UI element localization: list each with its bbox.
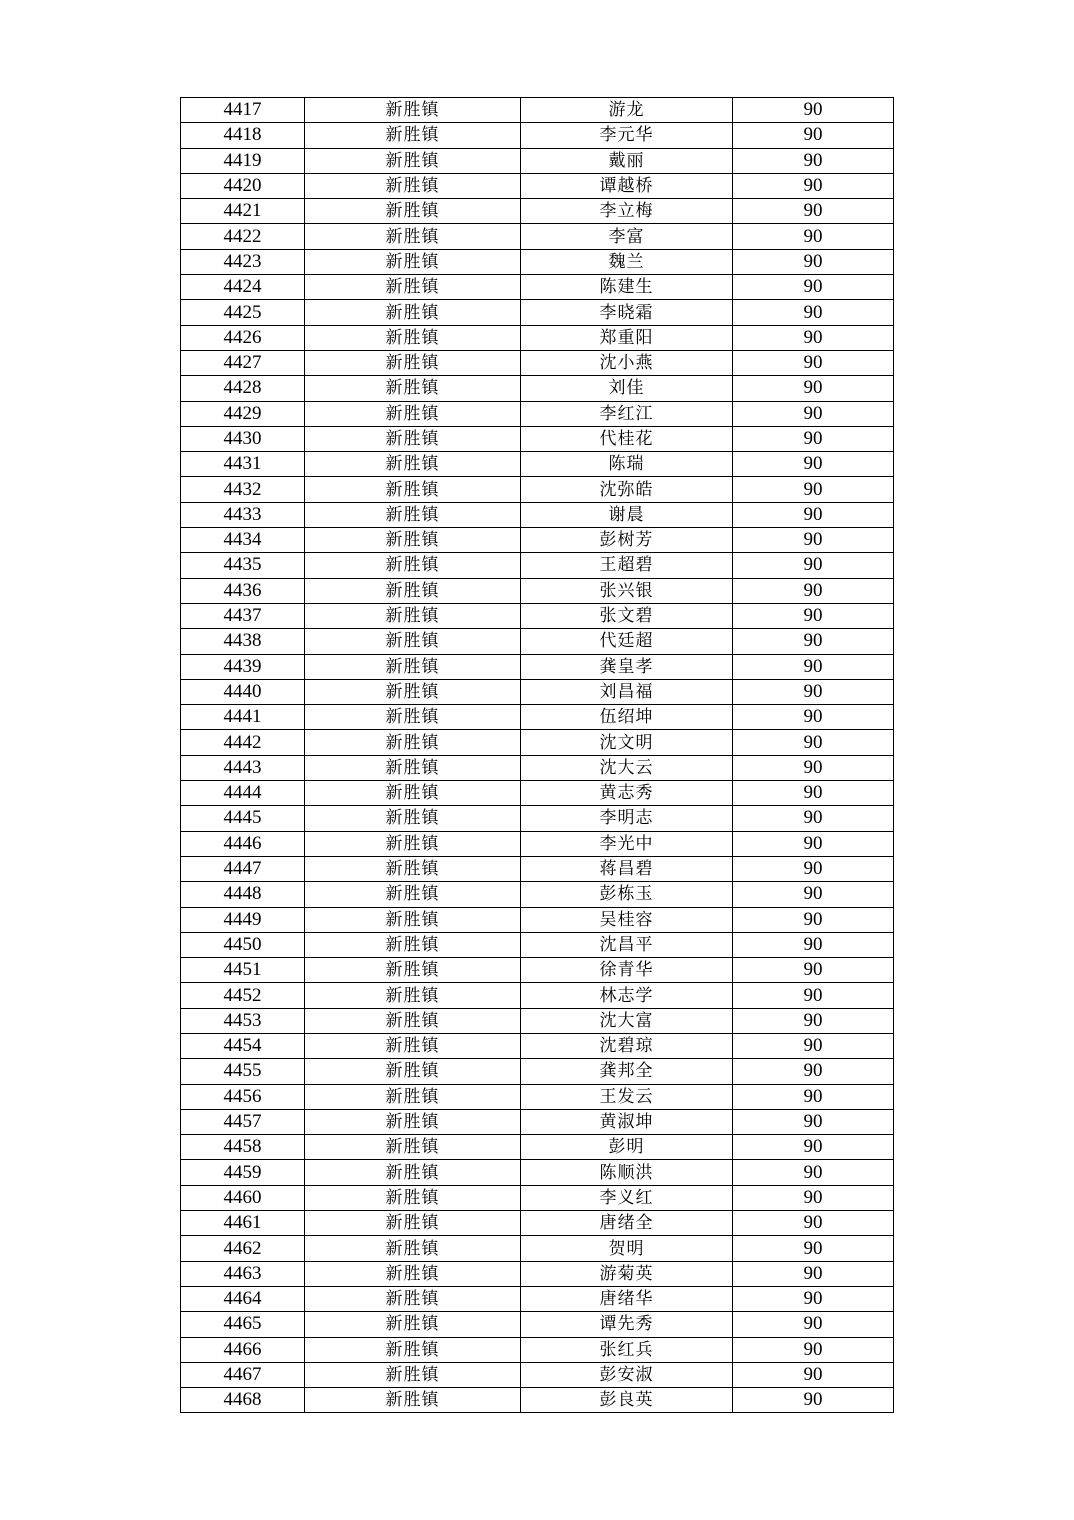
table-row (181, 249, 894, 274)
cell-name: 李富 (521, 224, 733, 249)
cell-score: 90 (733, 1388, 894, 1413)
cell-id: 4427 (181, 350, 305, 375)
cell-id: 4421 (181, 199, 305, 224)
table-row (181, 1185, 894, 1210)
cell-town: 新胜镇 (305, 932, 521, 957)
cell-name: 林志学 (521, 983, 733, 1008)
cell-score: 90 (733, 1008, 894, 1033)
table-row (181, 426, 894, 451)
cell-id: 4442 (181, 730, 305, 755)
cell-name: 郑重阳 (521, 325, 733, 350)
cell-score: 90 (733, 224, 894, 249)
cell-town: 新胜镇 (305, 325, 521, 350)
cell-town: 新胜镇 (305, 1388, 521, 1413)
cell-town: 新胜镇 (305, 578, 521, 603)
cell-town: 新胜镇 (305, 806, 521, 831)
cell-score: 90 (733, 907, 894, 932)
cell-score: 90 (733, 654, 894, 679)
cell-name: 游龙 (521, 98, 733, 123)
cell-name: 龚皇孝 (521, 654, 733, 679)
table-row (181, 705, 894, 730)
table-row (181, 477, 894, 502)
cell-name: 张红兵 (521, 1337, 733, 1362)
cell-name: 刘昌福 (521, 679, 733, 704)
cell-score: 90 (733, 1211, 894, 1236)
cell-id: 4457 (181, 1109, 305, 1134)
cell-score: 90 (733, 1160, 894, 1185)
cell-name: 谭越桥 (521, 173, 733, 198)
cell-name: 李红江 (521, 401, 733, 426)
table-body (181, 98, 894, 1413)
cell-name: 代廷超 (521, 629, 733, 654)
cell-id: 4434 (181, 528, 305, 553)
cell-id: 4446 (181, 831, 305, 856)
cell-town: 新胜镇 (305, 958, 521, 983)
cell-id: 4437 (181, 603, 305, 628)
cell-score: 90 (733, 983, 894, 1008)
cell-town: 新胜镇 (305, 350, 521, 375)
table-row (181, 654, 894, 679)
cell-id: 4429 (181, 401, 305, 426)
table-row (181, 958, 894, 983)
table-row (181, 1236, 894, 1261)
table-row (181, 1135, 894, 1160)
cell-name: 李义红 (521, 1185, 733, 1210)
cell-name: 沈大富 (521, 1008, 733, 1033)
table-row (181, 401, 894, 426)
cell-score: 90 (733, 452, 894, 477)
table-row (181, 1109, 894, 1134)
cell-town: 新胜镇 (305, 300, 521, 325)
cell-town: 新胜镇 (305, 907, 521, 932)
cell-id: 4425 (181, 300, 305, 325)
cell-id: 4461 (181, 1211, 305, 1236)
cell-score: 90 (733, 502, 894, 527)
cell-score: 90 (733, 1135, 894, 1160)
cell-town: 新胜镇 (305, 553, 521, 578)
table-row (181, 603, 894, 628)
cell-town: 新胜镇 (305, 983, 521, 1008)
table-row (181, 1084, 894, 1109)
cell-name: 游菊英 (521, 1261, 733, 1286)
cell-town: 新胜镇 (305, 1312, 521, 1337)
cell-name: 彭栋玉 (521, 882, 733, 907)
cell-id: 4453 (181, 1008, 305, 1033)
cell-town: 新胜镇 (305, 1059, 521, 1084)
cell-town: 新胜镇 (305, 1008, 521, 1033)
cell-name: 沈碧琼 (521, 1033, 733, 1058)
cell-score: 90 (733, 199, 894, 224)
cell-score: 90 (733, 578, 894, 603)
table-row (181, 679, 894, 704)
cell-id: 4423 (181, 249, 305, 274)
cell-town: 新胜镇 (305, 426, 521, 451)
cell-id: 4438 (181, 629, 305, 654)
table-row (181, 1312, 894, 1337)
cell-town: 新胜镇 (305, 401, 521, 426)
cell-town: 新胜镇 (305, 1160, 521, 1185)
cell-name: 李光中 (521, 831, 733, 856)
cell-name: 伍绍坤 (521, 705, 733, 730)
cell-name: 沈大云 (521, 755, 733, 780)
table-row (181, 1160, 894, 1185)
cell-town: 新胜镇 (305, 856, 521, 881)
cell-town: 新胜镇 (305, 1236, 521, 1261)
cell-score: 90 (733, 730, 894, 755)
cell-score: 90 (733, 679, 894, 704)
cell-score: 90 (733, 1362, 894, 1387)
table-row (181, 275, 894, 300)
cell-id: 4456 (181, 1084, 305, 1109)
cell-id: 4454 (181, 1033, 305, 1058)
cell-id: 4443 (181, 755, 305, 780)
cell-name: 徐青华 (521, 958, 733, 983)
cell-score: 90 (733, 831, 894, 856)
table-row (181, 806, 894, 831)
cell-id: 4452 (181, 983, 305, 1008)
cell-town: 新胜镇 (305, 1084, 521, 1109)
cell-score: 90 (733, 781, 894, 806)
cell-name: 李立梅 (521, 199, 733, 224)
cell-score: 90 (733, 1033, 894, 1058)
cell-id: 4450 (181, 932, 305, 957)
cell-id: 4464 (181, 1286, 305, 1311)
cell-id: 4468 (181, 1388, 305, 1413)
cell-score: 90 (733, 882, 894, 907)
cell-name: 龚邦全 (521, 1059, 733, 1084)
cell-score: 90 (733, 401, 894, 426)
table-row (181, 755, 894, 780)
cell-id: 4455 (181, 1059, 305, 1084)
cell-name: 张文碧 (521, 603, 733, 628)
cell-name: 张兴银 (521, 578, 733, 603)
cell-name: 沈昌平 (521, 932, 733, 957)
table-row (181, 882, 894, 907)
cell-name: 吴桂容 (521, 907, 733, 932)
cell-score: 90 (733, 1109, 894, 1134)
table-row (181, 1261, 894, 1286)
cell-name: 陈建生 (521, 275, 733, 300)
cell-id: 4436 (181, 578, 305, 603)
table-row (181, 730, 894, 755)
cell-town: 新胜镇 (305, 755, 521, 780)
cell-score: 90 (733, 376, 894, 401)
table-row (181, 553, 894, 578)
cell-town: 新胜镇 (305, 654, 521, 679)
cell-score: 90 (733, 1261, 894, 1286)
cell-town: 新胜镇 (305, 173, 521, 198)
cell-score: 90 (733, 958, 894, 983)
cell-id: 4424 (181, 275, 305, 300)
cell-score: 90 (733, 123, 894, 148)
table-row (181, 907, 894, 932)
cell-id: 4467 (181, 1362, 305, 1387)
cell-town: 新胜镇 (305, 123, 521, 148)
cell-town: 新胜镇 (305, 629, 521, 654)
table-row (181, 224, 894, 249)
cell-score: 90 (733, 477, 894, 502)
table-row (181, 1362, 894, 1387)
cell-town: 新胜镇 (305, 679, 521, 704)
cell-score: 90 (733, 1312, 894, 1337)
cell-id: 4459 (181, 1160, 305, 1185)
cell-town: 新胜镇 (305, 882, 521, 907)
cell-score: 90 (733, 1236, 894, 1261)
cell-town: 新胜镇 (305, 1033, 521, 1058)
cell-score: 90 (733, 173, 894, 198)
table-row (181, 578, 894, 603)
cell-id: 4451 (181, 958, 305, 983)
cell-town: 新胜镇 (305, 1135, 521, 1160)
cell-name: 彭明 (521, 1135, 733, 1160)
cell-town: 新胜镇 (305, 1109, 521, 1134)
cell-name: 刘佳 (521, 376, 733, 401)
cell-town: 新胜镇 (305, 1362, 521, 1387)
cell-name: 沈小燕 (521, 350, 733, 375)
table-row (181, 983, 894, 1008)
cell-name: 黄淑坤 (521, 1109, 733, 1134)
cell-town: 新胜镇 (305, 781, 521, 806)
cell-name: 代桂花 (521, 426, 733, 451)
cell-town: 新胜镇 (305, 1185, 521, 1210)
cell-town: 新胜镇 (305, 224, 521, 249)
table-row (181, 502, 894, 527)
cell-name: 李元华 (521, 123, 733, 148)
cell-name: 黄志秀 (521, 781, 733, 806)
table-row (181, 1008, 894, 1033)
cell-name: 彭安淑 (521, 1362, 733, 1387)
cell-score: 90 (733, 148, 894, 173)
cell-name: 唐绪华 (521, 1286, 733, 1311)
table-row (181, 199, 894, 224)
cell-id: 4426 (181, 325, 305, 350)
cell-town: 新胜镇 (305, 1211, 521, 1236)
cell-town: 新胜镇 (305, 528, 521, 553)
table-row (181, 123, 894, 148)
cell-id: 4439 (181, 654, 305, 679)
cell-name: 贺明 (521, 1236, 733, 1261)
cell-score: 90 (733, 1337, 894, 1362)
cell-name: 蒋昌碧 (521, 856, 733, 881)
cell-id: 4449 (181, 907, 305, 932)
table-row (181, 98, 894, 123)
cell-score: 90 (733, 932, 894, 957)
cell-name: 彭良英 (521, 1388, 733, 1413)
table-row (181, 1337, 894, 1362)
cell-name: 沈弥皓 (521, 477, 733, 502)
cell-name: 王超碧 (521, 553, 733, 578)
cell-town: 新胜镇 (305, 730, 521, 755)
table-row (181, 1286, 894, 1311)
cell-name: 谭先秀 (521, 1312, 733, 1337)
data-table (180, 97, 894, 1413)
cell-score: 90 (733, 426, 894, 451)
cell-score: 90 (733, 325, 894, 350)
table-row (181, 325, 894, 350)
cell-score: 90 (733, 1286, 894, 1311)
table-row (181, 629, 894, 654)
cell-name: 沈文明 (521, 730, 733, 755)
cell-id: 4441 (181, 705, 305, 730)
cell-score: 90 (733, 705, 894, 730)
cell-town: 新胜镇 (305, 502, 521, 527)
cell-town: 新胜镇 (305, 98, 521, 123)
cell-id: 4419 (181, 148, 305, 173)
table-row (181, 300, 894, 325)
cell-id: 4418 (181, 123, 305, 148)
cell-score: 90 (733, 350, 894, 375)
table-row (181, 148, 894, 173)
cell-id: 4430 (181, 426, 305, 451)
cell-town: 新胜镇 (305, 275, 521, 300)
table-row (181, 376, 894, 401)
table-row (181, 1059, 894, 1084)
cell-id: 4466 (181, 1337, 305, 1362)
table-row (181, 173, 894, 198)
cell-town: 新胜镇 (305, 603, 521, 628)
cell-id: 4458 (181, 1135, 305, 1160)
cell-id: 4462 (181, 1236, 305, 1261)
cell-score: 90 (733, 300, 894, 325)
cell-name: 魏兰 (521, 249, 733, 274)
cell-town: 新胜镇 (305, 1286, 521, 1311)
cell-score: 90 (733, 856, 894, 881)
cell-id: 4435 (181, 553, 305, 578)
cell-id: 4463 (181, 1261, 305, 1286)
cell-id: 4448 (181, 882, 305, 907)
cell-id: 4444 (181, 781, 305, 806)
cell-name: 彭树芳 (521, 528, 733, 553)
cell-id: 4420 (181, 173, 305, 198)
cell-id: 4431 (181, 452, 305, 477)
cell-id: 4422 (181, 224, 305, 249)
cell-name: 李晓霜 (521, 300, 733, 325)
cell-town: 新胜镇 (305, 705, 521, 730)
cell-town: 新胜镇 (305, 249, 521, 274)
cell-town: 新胜镇 (305, 199, 521, 224)
cell-town: 新胜镇 (305, 376, 521, 401)
cell-town: 新胜镇 (305, 477, 521, 502)
cell-town: 新胜镇 (305, 1337, 521, 1362)
cell-score: 90 (733, 1185, 894, 1210)
table-row (181, 1388, 894, 1413)
cell-score: 90 (733, 755, 894, 780)
cell-score: 90 (733, 249, 894, 274)
table-row (181, 528, 894, 553)
cell-name: 戴丽 (521, 148, 733, 173)
cell-score: 90 (733, 629, 894, 654)
table-row (181, 856, 894, 881)
cell-name: 李明志 (521, 806, 733, 831)
cell-name: 谢晨 (521, 502, 733, 527)
cell-name: 陈顺洪 (521, 1160, 733, 1185)
table-row (181, 932, 894, 957)
cell-score: 90 (733, 1084, 894, 1109)
cell-id: 4433 (181, 502, 305, 527)
cell-town: 新胜镇 (305, 452, 521, 477)
cell-name: 王发云 (521, 1084, 733, 1109)
cell-score: 90 (733, 553, 894, 578)
cell-name: 陈瑞 (521, 452, 733, 477)
cell-score: 90 (733, 275, 894, 300)
cell-id: 4447 (181, 856, 305, 881)
cell-score: 90 (733, 603, 894, 628)
cell-town: 新胜镇 (305, 831, 521, 856)
cell-score: 90 (733, 98, 894, 123)
cell-score: 90 (733, 1059, 894, 1084)
cell-score: 90 (733, 806, 894, 831)
cell-id: 4432 (181, 477, 305, 502)
cell-id: 4465 (181, 1312, 305, 1337)
cell-town: 新胜镇 (305, 1261, 521, 1286)
cell-id: 4440 (181, 679, 305, 704)
table-row (181, 1211, 894, 1236)
table-row (181, 1033, 894, 1058)
cell-town: 新胜镇 (305, 148, 521, 173)
cell-id: 4445 (181, 806, 305, 831)
table-row (181, 831, 894, 856)
cell-id: 4460 (181, 1185, 305, 1210)
cell-id: 4428 (181, 376, 305, 401)
table-row (181, 452, 894, 477)
table-row (181, 350, 894, 375)
cell-score: 90 (733, 528, 894, 553)
table-row (181, 781, 894, 806)
cell-id: 4417 (181, 98, 305, 123)
cell-name: 唐绪全 (521, 1211, 733, 1236)
